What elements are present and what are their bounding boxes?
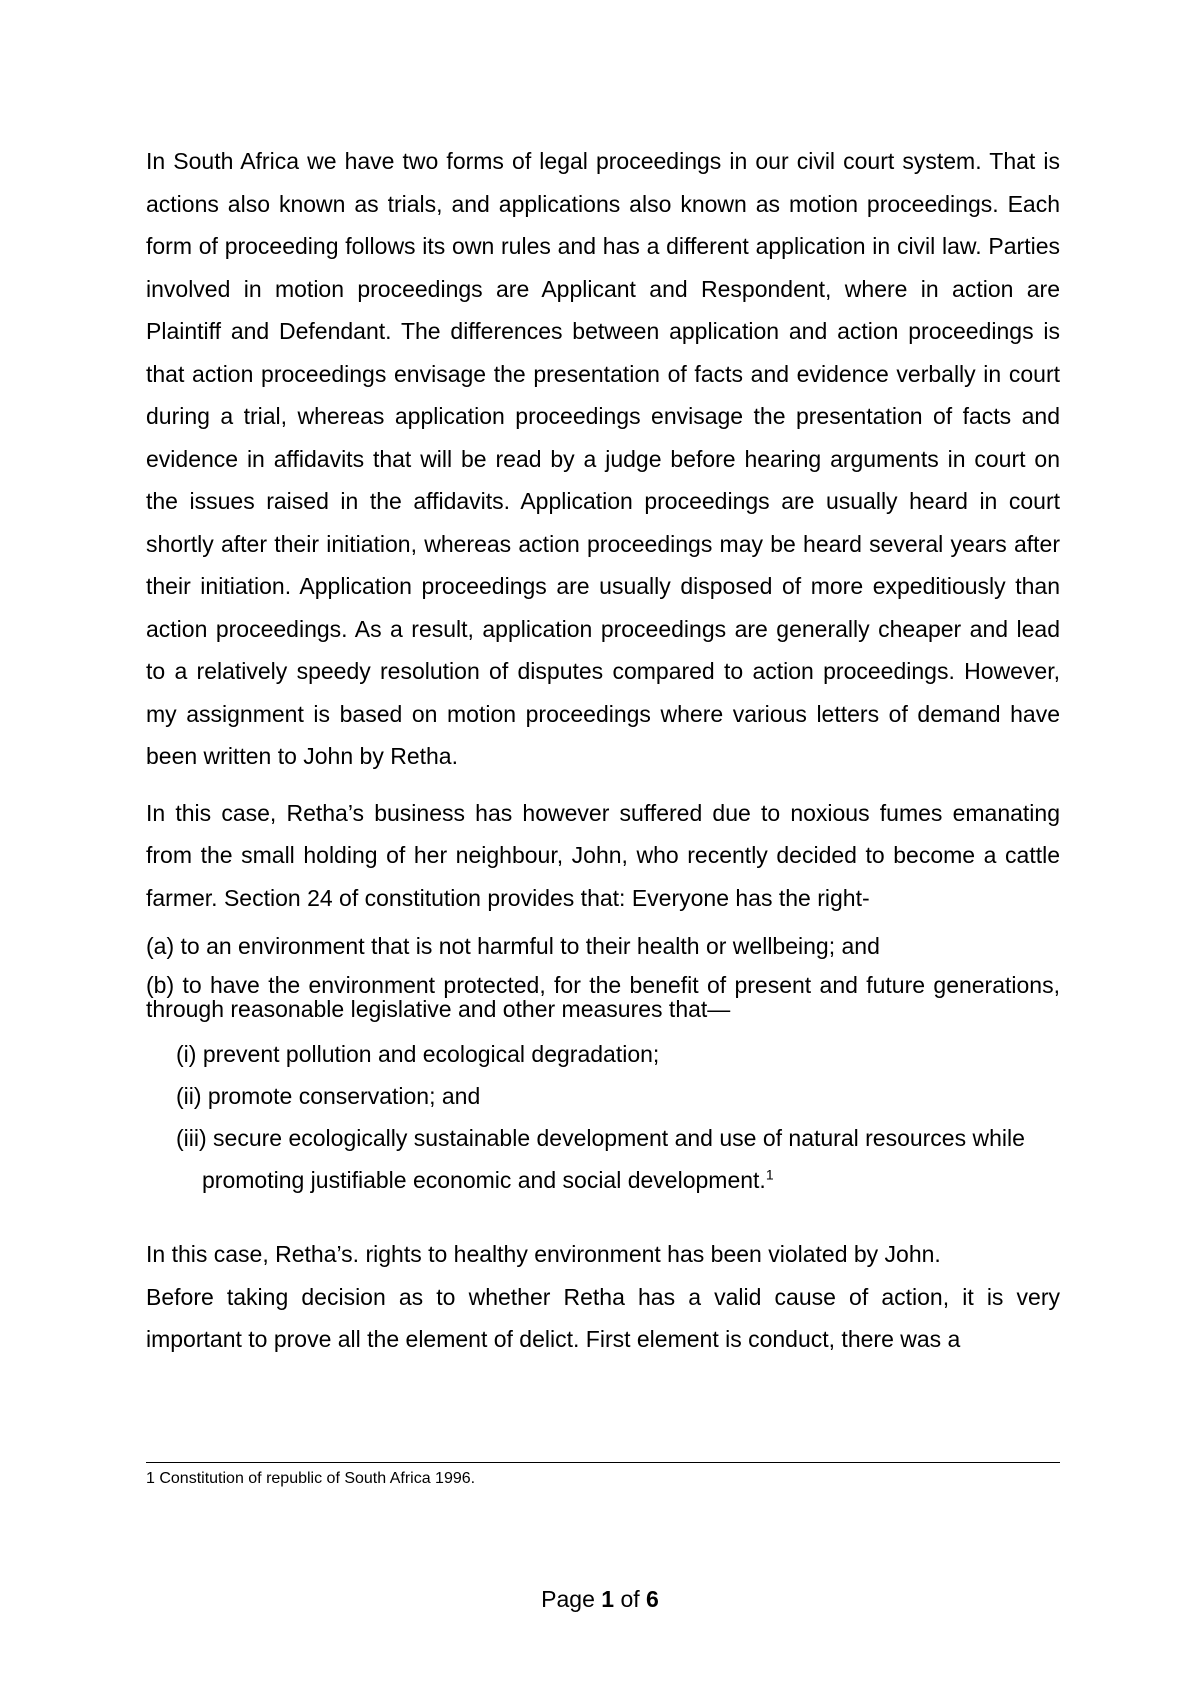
conclusion-block <box>146 1233 1060 1361</box>
list-item-iii-continued-text: promoting justifiable economic and social development. <box>202 1167 766 1193</box>
document-body <box>146 140 1060 1361</box>
page-footer <box>0 1584 1200 1614</box>
page-label: Page <box>541 1586 595 1612</box>
list-item-iii: (iii) secure ecologically sustainable development and use of natural resources while <box>176 1125 1025 1151</box>
list-item-b: (b) to have the environment protected, for the benefit of present and future generations, through reasonable legislative and other measures that— <box>146 972 1060 1022</box>
footnote-divider <box>146 1462 1060 1463</box>
intro-paragraph: In South Africa we have two forms of legal proceedings in our civil court system. That is actions also known as trials, and applications also known as motion proceedings. Each form of proceeding follows its own rules and has a different application in civil law. Parties involved in motion proceedings are Applicant and Respondent, where in action are Plaintiff and Defendant. The differences between application and action proceedings is that action proceedings envisage the presentation of facts and evidence verbally in court during a trial, whereas application proceedings envisage the presentation of facts and evidence in affidavits that will be read by a judge before hearing arguments in court on the issues raised in the affidavits. Application proceedings are usually heard in court shortly after their initiation, whereas action proceedings may be heard several years after their initiation. Application proceedings are usually disposed of more expeditiously than action proceedings. As a result, application proceedings are generally cheaper and lead to a relatively speedy resolution of disputes compared to action proceedings. However, my assignment is based on motion proceedings where various letters of demand have been written to John by Retha. <box>146 148 1060 769</box>
list-item-a: (a) to an environment that is not harmful to their health or wellbeing; and <box>146 933 880 959</box>
current-page-number: 1 <box>601 1586 615 1612</box>
case-paragraph: In this case, Retha’s business has however suffered due to noxious fumes emanating from the small holding of her neighbour, John, who recently decided to become a cattle farmer. Section 24 of constitution provides that: Everyone has the right- <box>146 799 1060 911</box>
list-item-i: (i) prevent pollution and ecological degradation; <box>176 1041 660 1067</box>
list-item-iii-continued <box>202 1159 1060 1201</box>
conclusion-line-2: Before taking decision as to whether Retha has a valid cause of action, it is very important to prove all the element of delict. First element is conduct, there was a <box>146 1283 1060 1352</box>
conclusion-line-1: In this case, Retha’s. rights to healthy environment has been violated by John. <box>146 1241 941 1267</box>
total-pages-number: 6 <box>646 1586 659 1612</box>
roman-list <box>176 1033 1060 1201</box>
footnote-text: 1 Constitution of republic of South Africa 1996. <box>146 1470 476 1487</box>
footnote-reference[interactable]: 1 <box>765 1166 774 1183</box>
of-label: of <box>620 1586 640 1612</box>
list-item-ii: (ii) promote conservation; and <box>176 1083 481 1109</box>
